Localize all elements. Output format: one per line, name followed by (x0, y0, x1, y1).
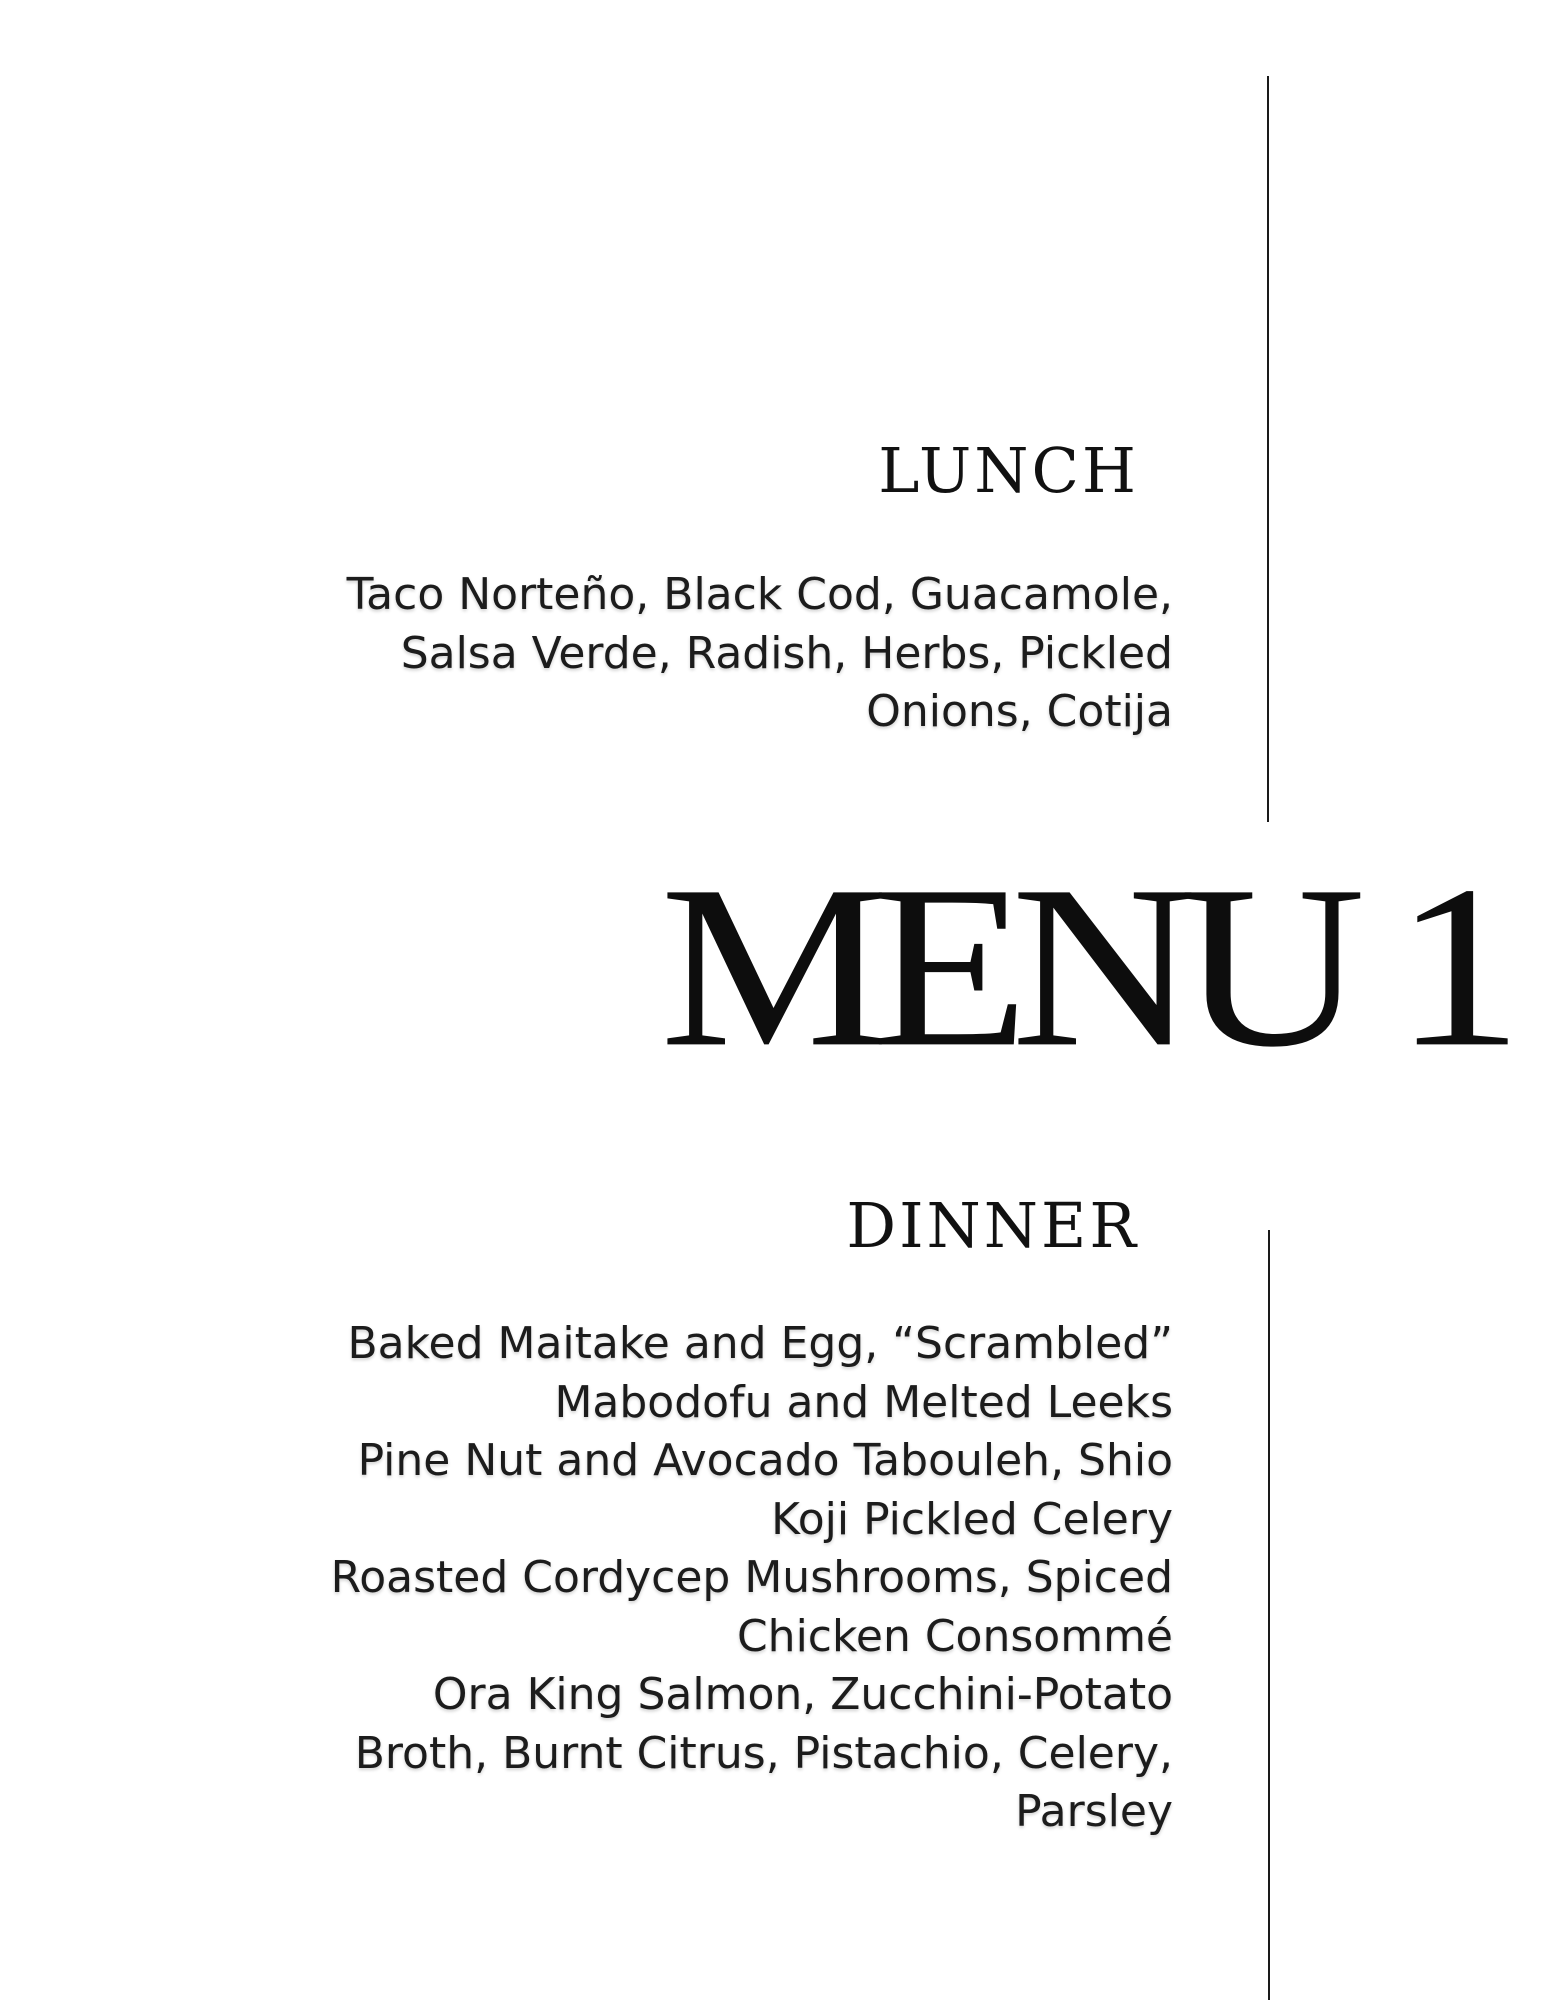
dinner-line: Broth, Burnt Citrus, Pistachio, Celery, (354, 1727, 1173, 1779)
lunch-line: Onions, Cotija (866, 686, 1173, 737)
dinner-line: Ora King Salmon, Zucchini-Potato (432, 1669, 1173, 1720)
dinner-line: Chicken Consommé (736, 1610, 1173, 1662)
lunch-line: Salsa Verde, Radish, Herbs, Pickled (400, 627, 1173, 679)
dinner-line: Pine Nut and Avocado Tabouleh, Shio (357, 1435, 1173, 1486)
dinner-heading: DINNER (846, 1189, 1139, 1262)
lunch-description (173, 566, 1173, 742)
lunch-heading: LUNCH (878, 434, 1139, 507)
dinner-line: Mabodofu and Melted Leeks (554, 1376, 1173, 1428)
menu-title: MENU 1 (660, 837, 1506, 1095)
dinner-line: Roasted Cordycep Mushrooms, Spiced (330, 1552, 1173, 1603)
dinner-line: Koji Pickled Celery (771, 1493, 1173, 1545)
dinner-line: Parsley (1015, 1786, 1173, 1837)
bottom-divider-line (1268, 1230, 1270, 2000)
dinner-description (173, 1315, 1173, 1842)
top-divider-line (1267, 76, 1269, 822)
lunch-line: Taco Norteño, Black Cod, Guacamole, (346, 569, 1173, 620)
dinner-line: Baked Maitake and Egg, “Scrambled” (347, 1318, 1173, 1369)
